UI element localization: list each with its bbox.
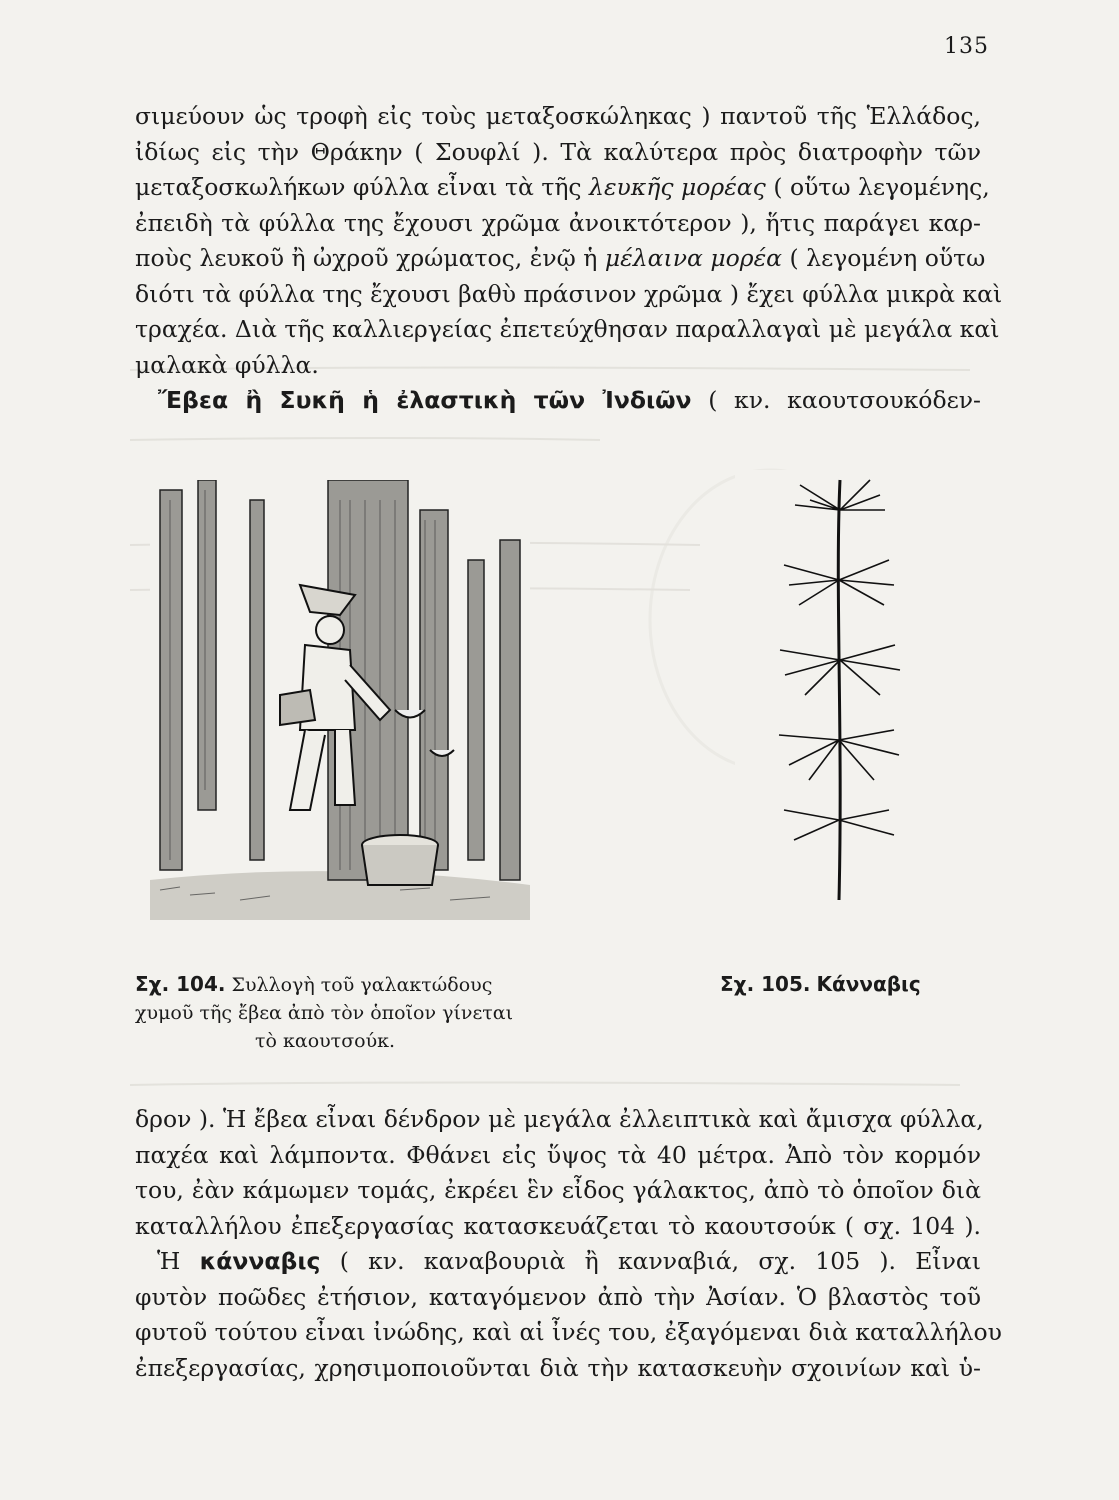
cannabis-plant-illustration: [735, 470, 925, 910]
figure-104-caption: [135, 970, 525, 1055]
text-line: δρον ). Ἡ ἔβεα εἶναι δένδρον μὲ μεγάλα ἐλλειπτικὰ καὶ ἄμισχα φύλλα,: [135, 1105, 984, 1133]
figure-105-label: Σχ. 105.: [720, 972, 811, 996]
top-paragraph: [135, 99, 1003, 419]
text-line: τραχέα. Διὰ τῆς καλλιεργείας ἐπετεύχθησαν παραλλαγαὶ μὲ μεγάλα καὶ: [135, 315, 1000, 343]
text-line: παχέα καὶ λάμποντα. Φθάνει εἰς ὕψος τὰ 40 μέτρα. Ἀπὸ τὸν κορμόν: [135, 1140, 981, 1169]
bottom-paragraph: [135, 1102, 1002, 1386]
caption-line: τὸ καουτσούκ.: [255, 1030, 396, 1052]
hevea-heading: Ἔβεα ἢ Συκῆ ἡ ἐλαστικὴ τῶν Ἰνδιῶν ( κν. καουτσουκόδεν-: [158, 386, 981, 414]
text-line: μεταξοσκωλήκων φύλλα εἶναι τὰ τῆς λευκῆς μορέας ( οὕτω λεγομένης,: [135, 173, 990, 201]
figure-104-label: Σχ. 104.: [135, 972, 226, 996]
text-line: ἐπειδὴ τὰ φύλλα της ἔχουσι χρῶμα ἀνοικτότερον ), ἥτις παράγει καρ-: [135, 208, 981, 237]
italic-term: μέλαινα μορέα: [604, 244, 783, 272]
figure-105-caption: [720, 970, 980, 999]
text-line: μαλακὰ φύλλα.: [135, 350, 319, 379]
text-line: φυτοῦ τούτου εἶναι ἰνώδης, καὶ αἱ ἶνές του, ἐξαγόμεναι διὰ καταλλήλου: [135, 1318, 1002, 1346]
caption-line: χυμοῦ τῆς ἔβεα ἀπὸ τὸν ὁποῖον γίνεται: [135, 1002, 514, 1024]
rubber-tapper-illustration: [150, 480, 530, 920]
text-line: σιμεύουν ὡς τροφὴ εἰς τοὺς μεταξοσκώληκας ) παντοῦ τῆς Ἑλλάδος,: [135, 102, 981, 130]
caption-line: Συλλογὴ τοῦ γαλακτώδους: [231, 974, 493, 996]
text-line: του, ἐὰν κάμωμεν τομάς, ἐκρέει ἓν εἶδος γάλακτος, ἀπὸ τὸ ὁποῖον διὰ: [135, 1176, 981, 1204]
cannabis-line: Ἡ κάνναβις ( κν. καναβουριὰ ἢ κανναβιά, σχ. 105 ). Εἶναι: [157, 1247, 981, 1275]
text-line: ἰδίως εἰς τὴν Θράκην ( Σουφλί ). Τὰ καλύτερα πρὸς διατροφὴν τῶν: [135, 137, 981, 166]
text-line: καταλλήλου ἐπεξεργασίας κατασκευάζεται τὸ καουτσούκ ( σχ. 104 ).: [135, 1211, 981, 1240]
figure-105-title: Κάνναβις: [816, 972, 921, 996]
text-line: ἐπεξεργασίας, χρησιμοποιοῦνται διὰ τὴν κατασκευὴν σχοινίων καὶ ὑ-: [135, 1353, 981, 1382]
text-line: ποὺς λευκοῦ ἢ ὠχροῦ χρώματος, ἐνῷ ἡ μέλαινα μορέα ( λεγομένη οὕτω: [135, 244, 986, 272]
text-line: φυτὸν ποῶδες ἐτήσιον, καταγόμενον ἀπὸ τὴν Ἀσίαν. Ὁ βλαστὸς τοῦ: [135, 1282, 981, 1311]
text-line: διότι τὰ φύλλα της ἔχουσι βαθὺ πράσινον χρῶμα ) ἔχει φύλλα μικρὰ καὶ: [135, 279, 1003, 308]
italic-term: λευκῆς μορέας: [589, 173, 766, 201]
page-number: 135: [944, 34, 989, 59]
